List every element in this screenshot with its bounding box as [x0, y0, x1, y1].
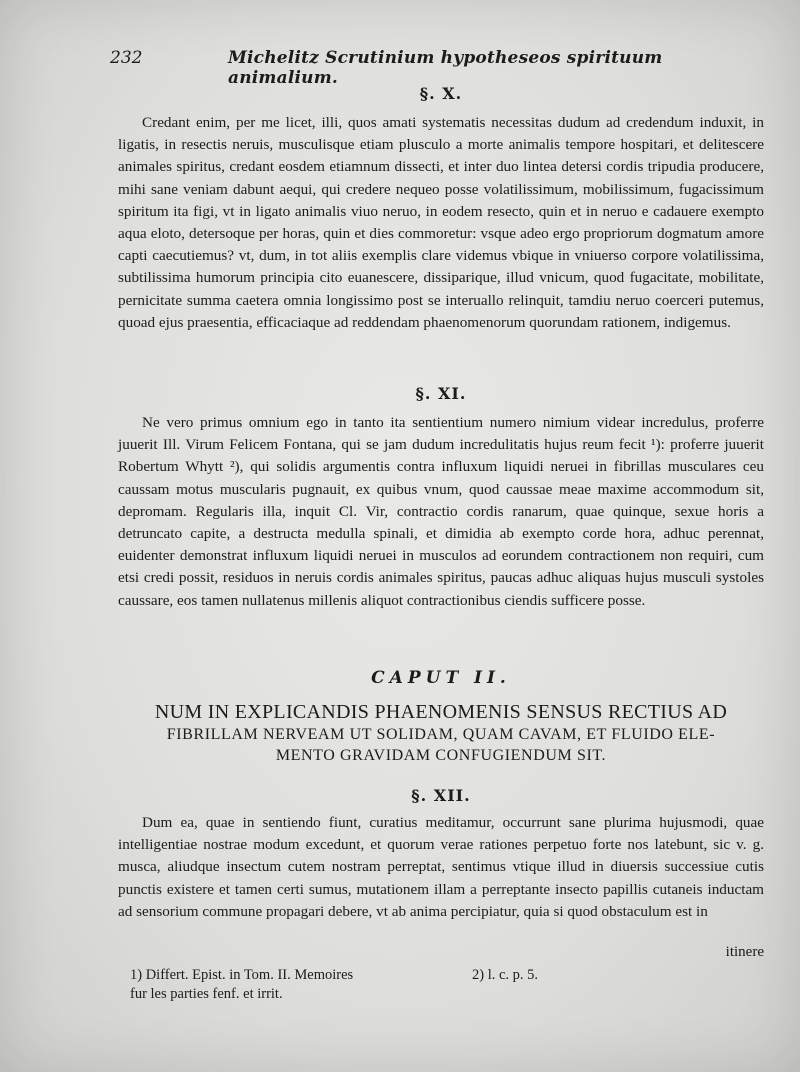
section-xii-body: [118, 812, 764, 923]
paragraph: Dum ea, quae in sentiendo fiunt, curatius meditamur, occurrunt sane plurima hujusmodi, quae intelligentiae nostrae modum excedunt, et quorum verae rationes perpetuo forte nos latebunt, sic v. g. musca, aliudque insectum cutem nostram perreptat, sentimus vtique illud in diuersis successiue cutis punctis existere et tamen certi sumus, mutationem illam a perreptante insecto papillis cutaneis inductam ad sensorium commune propagari debere, vt ab anima percipiatur, quia si quod obstaculum est in: [118, 814, 764, 920]
section-xii: [118, 786, 764, 805]
paragraph: Ne vero primus omnium ego in tanto ita sentientium numero nimium videar incredulus, proferre juuerit Ill. Virum Felicem Fontana, qui se jam dudum incredulitatis hujus reum fecit ¹): proferre juuerit Robertum Whytt ²), qui solidis argumentis contra influxum liquidi neruei in fibrillas musculares ceu caussam motus muscularis pugnauit, ex quibus vnum, quod caussae meae maxime accommodum sit, depromam. Regularis illa, inquit Cl. Vir, contractio cordis ranarum, quae quinque, sexue horis a detruncato capite, a destructa medulla spinali, et dimidia ab exempto corde hora, adhuc perennat, euidenter demonstrat influxum liquidi neruei in musculos ad eorundem contractionem non requiri, cum etsi credi possit, residuos in neruis cordis animales spiritus, paucas adhuc aliquas hujus musculi systoles caussare, eos tamen nullatenus millenis aliquot contractionibus ciendis sufficere posse.: [118, 414, 764, 609]
chapter-title-line: NUM IN EXPLICANDIS PHAENOMENIS SENSUS RECTIUS AD: [154, 701, 728, 723]
paragraph: Credant enim, per me licet, illi, quos amati systematis necessitas dudum ad credendum induxit, in ligatis, in resectis neruis, musculisque etiam plusculo a morte animalis tempore hospitari, et delitescere animales spiritus, credant eosdem etiamnum dissecti, et inter duo lintea detersi cordis tripudia producere, mihi sane veniam dabunt aequi, qui credere nequeo posse volatilissimum, mobilissimum, fugacissimum spiritum ita figi, vt in ligato animalis viuo neruo, in eodem resecto, quin et in neruo e cadauere exempto aqua eloto, detersoque per horas, quin et dies commoretur: vsque adeo ergo propriorum dogmatum amore capti caecutiemus? vt, dum, in tot aliis exemplis clare videmus vbique in vniuerso corpore volatilissima, subtilissima humorum principia cito euanescere, dissiparique, illud vnicum, quod fugacitate, mobilitate, pernicitate summa caetera omnia longissimo post se interuallo relinquit, tamdiu neruo coerceri putemus, quoad ejus praesentia, efficaciaque ad reddendam phaenomenorum quorundam rationem, indigemus.: [118, 114, 764, 331]
page-number: 232: [110, 48, 143, 68]
chapter-label: CAPUT II.: [371, 668, 511, 688]
catchword: itinere: [725, 944, 764, 960]
footnote-2: 2) l. c. p. 5.: [472, 967, 539, 983]
section-xi-body: [118, 412, 764, 612]
section-xi: [118, 384, 764, 403]
page-header: [110, 44, 770, 88]
footnote-1-line-2: fur les parties fenf. et irrit.: [130, 986, 283, 1002]
section-heading: §. XII.: [411, 786, 471, 805]
footnotes: [130, 966, 539, 1004]
section-heading: §. X.: [419, 84, 463, 103]
section-heading: §. XI.: [415, 384, 467, 403]
chapter-title-line: FIBRILLAM NERVEAM UT SOLIDAM, QUAM CAVAM, ET FLUIDO ELE-: [166, 726, 716, 743]
running-title: Michelitz Scrutinium hypotheseos spirituum animalium.: [228, 48, 663, 88]
footnote-1-line-1: 1) Differt. Epist. in Tom. II. Memoires: [130, 967, 354, 983]
chapter-title-line: MENTO GRAVIDAM CONFUGIENDUM SIT.: [275, 747, 607, 764]
section-x-body: [118, 112, 764, 334]
section-x: [118, 84, 764, 103]
chapter-title: [118, 700, 764, 766]
chapter-heading: [118, 668, 764, 688]
